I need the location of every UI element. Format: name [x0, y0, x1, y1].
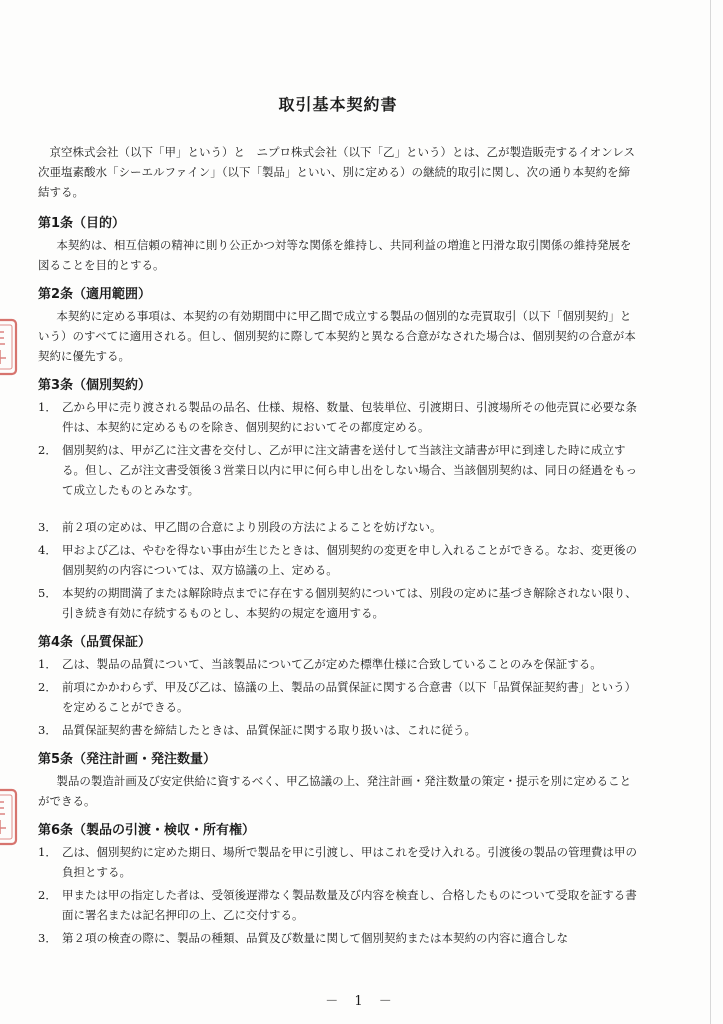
clause-number: 1． — [38, 845, 57, 859]
clause-item — [38, 397, 638, 437]
clause-number: 2． — [38, 888, 57, 902]
clause-item — [38, 677, 638, 717]
clause-text: 本契約の期間満了または解除時点までに存在する個別契約については、別段の定めに基づき解除されない限り、引き続き有効に存続するものとし、本契約の規定を適用する。 — [62, 586, 637, 620]
seal-stamp-upper — [0, 316, 20, 378]
clause-list — [38, 654, 638, 740]
clause-number: 3． — [38, 723, 57, 737]
clause-number: 2． — [38, 680, 57, 694]
clause-number: 1． — [38, 400, 57, 414]
clause-number: 4． — [38, 543, 57, 557]
seal-stamp-lower — [0, 786, 20, 848]
page-edge-line — [710, 0, 711, 1024]
clause-list — [38, 842, 638, 948]
article-3 — [38, 377, 638, 623]
clause-item — [38, 842, 638, 882]
clause-text: 個別契約は、甲が乙に注文書を交付し、乙が甲に注文請書を送付して当該注文請書が甲に到達した時に成立する。但し、乙が注文書受領後３営業日以内に甲に何ら申し出をしない場合、当該個別契約は、同日の経過をもって成立したものとみなす。 — [62, 443, 637, 497]
clause-number: 2． — [38, 443, 57, 457]
article-2 — [38, 286, 638, 366]
clause-number: 5． — [38, 586, 57, 600]
article-1 — [38, 215, 638, 275]
article-text: 本契約は、相互信頼の精神に則り公正かつ対等な関係を維持し、共同利益の増進と円滑な取引関係の維持発展を図ることを目的とする。 — [38, 238, 632, 272]
clause-item — [38, 885, 638, 925]
clause-item — [38, 720, 638, 740]
clause-number: 3． — [38, 931, 57, 945]
clause-text: 甲および乙は、やむを得ない事由が生じたときは、個別契約の変更を申し入れることができる。なお、変更後の個別契約の内容については、双方協議の上、定める。 — [62, 543, 637, 577]
article-text: 本契約に定める事項は、本契約の有効期間中に甲乙間で成立する製品の個別的な売買取引（以下「個別契約」という）のすべてに適用される。但し、個別契約に際して本契約と異なる合意がなされた場合は、個別契約の合意が本契約に優先する。 — [38, 309, 636, 363]
article-6 — [38, 822, 638, 948]
clause-text: 第２項の検査の際に、製品の種類、品質及び数量に関して個別契約または本契約の内容に適合しな — [62, 931, 568, 945]
article-heading: 第3条（個別契約） — [38, 378, 152, 393]
page-number: － 1 － — [325, 994, 398, 1009]
clause-item — [38, 440, 638, 500]
clause-number: 1． — [38, 657, 57, 671]
intro-paragraph: 京空株式会社（以下「甲」という）と ニプロ株式会社（以下「乙」という）とは、乙が製造販売するイオンレス次亜塩素酸水「シーエルファイン」（以下「製品」といい、別に定める）の継続的取引に関し、次の通り本契約を締結する。 — [38, 145, 636, 199]
clause-text: 甲または甲の指定した者は、受領後遅滞なく製品数量及び内容を検査し、合格したものについて受取を証する書面に署名または記名押印の上、乙に交付する。 — [62, 888, 637, 922]
article-heading: 第2条（適用範囲） — [38, 287, 152, 302]
article-heading: 第1条（目的） — [38, 216, 126, 231]
clause-list — [38, 397, 638, 623]
clause-text: 乙から甲に売り渡される製品の品名、仕様、規格、数量、包装単位、引渡期日、引渡場所その他売買に必要な条件は、本契約に定めるものを除き、個別契約においてその都度定める。 — [62, 400, 637, 434]
clause-number: 3． — [38, 520, 57, 534]
clause-item — [38, 583, 638, 623]
clause-text: 乙は、個別契約に定めた期日、場所で製品を甲に引渡し、甲はこれを受け入れる。引渡後の製品の管理費は甲の負担とする。 — [62, 845, 637, 879]
clause-text: 品質保証契約書を締結したときは、品質保証に関する取り扱いは、これに従う。 — [62, 723, 476, 737]
document-title: 取引基本契約書 — [278, 95, 398, 114]
article-heading: 第6条（製品の引渡・検収・所有権） — [38, 823, 256, 838]
article-4 — [38, 634, 638, 740]
article-heading: 第5条（発注計画・発注数量） — [38, 752, 217, 767]
article-heading: 第4条（品質保証） — [38, 635, 152, 650]
article-text: 製品の製造計画及び安定供給に資するべく、甲乙協議の上、発注計画・発注数量の策定・提示を別に定めることができる。 — [38, 774, 632, 808]
clause-item — [38, 654, 638, 674]
clause-text: 前項にかかわらず、甲及び乙は、協議の上、製品の品質保証に関する合意書（以下「品質保証契約書」という）を定めることができる。 — [62, 680, 637, 714]
clause-item — [38, 540, 638, 580]
clause-item — [38, 928, 638, 948]
article-5 — [38, 751, 638, 811]
clause-text: 前２項の定めは、甲乙間の合意により別段の方法によることを妨げない。 — [62, 520, 442, 534]
clause-item — [38, 517, 638, 537]
clause-text: 乙は、製品の品質について、当該製品について乙が定めた標準仕様に合致していることのみを保証する。 — [62, 657, 602, 671]
document-body — [38, 92, 638, 959]
